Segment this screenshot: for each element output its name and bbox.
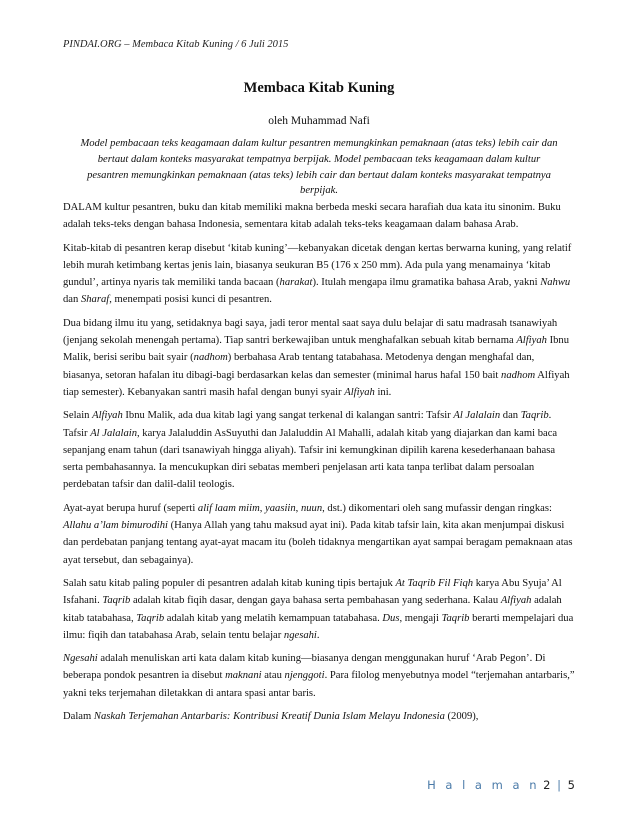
- text-run: Kitab-kitab di pesantren kerap disebut ‘kitab kuning’—kebanyakan dicetak dengan kertas berwarna kuning, yang relatif lebih murah ketimbang kertas jenis lain, biasanya seukuran B5 (176 x 250 mm). Ada pula yang menamainya ‘kitab gundul’, artinya nyaris tak memiliki tanda bacaan (: [63, 242, 572, 289]
- text-run: , mengaji: [399, 612, 442, 624]
- text-run: adalah menuliskan arti kata dalam kitab kuning—biasanya dengan menggunakan huruf ‘Arab Pegon’. Di beberapa pondok pesantren ia disebut: [63, 653, 546, 682]
- text-run: (2009),: [444, 711, 479, 723]
- italic-term: alif laam miim: [197, 502, 260, 514]
- running-header: PINDAI.ORG – Membaca Kitab Kuning / 6 Juli 2015: [63, 39, 289, 50]
- text-run: adalah kitab yang melatih kemampuan tatabahasa.: [164, 612, 383, 624]
- text-run: dan: [63, 294, 81, 306]
- italic-term: Alfiyah: [344, 386, 375, 398]
- italic-term: Ngesahi: [63, 653, 98, 665]
- text-run: ). Itulah mengapa ilmu gramatika bahasa Arab, yakni: [312, 277, 541, 289]
- text-run: . Para filolog menyebutnya model “terjemahan antarbaris,” yakni teks terjemahan diletakkan di antara spasi antar baris.: [63, 670, 575, 699]
- text-run: DALAM kultur pesantren, buku dan kitab memiliki makna berbeda meski secara harafiah dua kata itu sinonim. Buku adalah teks-teks dengan bahasa Indonesia, sementara kitab adalah teks-teks keagamaan dalam bahasa Arab.: [63, 202, 561, 231]
- text-run: Salah satu kitab paling populer di pesantren adalah kitab kuning tipis bertajuk: [63, 577, 396, 589]
- italic-term: maknani: [225, 670, 262, 682]
- author-byline: oleh Muhammad Nafi: [268, 115, 370, 127]
- text-run: Ibnu Malik, berisi seribu bait syair (: [63, 335, 570, 364]
- italic-term: Nahwu: [540, 277, 571, 289]
- page-footer: [427, 778, 575, 792]
- italic-term: Taqrib: [520, 410, 549, 422]
- italic-term: Allahu a’lam bimurodihi: [63, 520, 168, 532]
- article-body: [63, 199, 575, 731]
- body-paragraph: [63, 240, 575, 309]
- italic-term: At Taqrib Fil Fiqh: [395, 577, 474, 589]
- text-run: Alfiyah tiap semester). Kebanyakan santri masih hafal dengan bunyi syair: [63, 369, 570, 398]
- abstract: Model pembacaan teks keagamaan dalam kultur pesantren memungkinkan pemaknaan (atas teks) lebih cair dan bertaut dalam konteks masyarakat tempatnya berpijak. Model pembacaan teks keagamaan dalam kultur pesantren memungkinkan pemaknaan (atas teks) lebih cair dan bertaut dalam konteks masyarakat tempatnya berpijak.: [80, 138, 558, 197]
- text-run: ini.: [374, 386, 392, 398]
- text-run: , karya Jalaluddin AsSuyuthi dan Jalaluddin Al Mahalli, adalah kitab yang diajarkan dan kami baca sepanjang enam tahun (dari tsanawiyah hingga aliyah). Tafsir ini kemungkinan dipilih karena kesederhanaan bahasa serta pembahasannya. Ia mencukupkan diri sebatas memberi penjelasan arti kata tanpa terlibat dalam persoalan perdebatan tafsir dan dalil-dalil teologis.: [63, 427, 558, 491]
- text-run: dan: [500, 410, 521, 422]
- body-paragraph: [63, 407, 575, 493]
- body-paragraph: [63, 500, 575, 569]
- page-total: 5: [567, 778, 575, 792]
- italic-term: Al Jalalain: [453, 410, 501, 422]
- body-paragraph: [63, 708, 575, 725]
- text-run: (Hanya Allah yang tahu maksud ayat ini). Pada kitab tafsir lain, kita akan menjumpai diskusi dan perdebatan panjang tentang ayat-ayat macam itu (boleh tidaknya mengartikan ayat sampai beragam pemaknaan atas ayat tersebut, dan sebagainya).: [63, 520, 573, 566]
- italic-term: njenggoti: [284, 670, 325, 682]
- text-run: atau: [261, 670, 285, 682]
- body-paragraph: [63, 199, 575, 234]
- text-run: ,: [295, 502, 301, 514]
- page-number: 2: [543, 778, 551, 792]
- text-run: , menempati posisi kunci di pesantren.: [109, 294, 272, 306]
- text-run: Dalam: [63, 711, 94, 723]
- text-run: berarti mempelajari dua ilmu: fiqih dan tatabahasa Arab, selain tentu belajar: [63, 612, 574, 641]
- italic-term: Taqrib: [102, 595, 131, 607]
- text-run: Dua bidang ilmu itu yang, setidaknya bagi saya, jadi teror mental saat saya dulu belajar di satu madrasah tsanawiyah (jenjang sekolah menengah pertama). Tiap santri berkewajiban untuk menghafalkan sebuah kitab bernama: [63, 317, 558, 347]
- text-run: , dst.) dikomentari oleh sang mufassir dengan ringkas:: [322, 502, 552, 514]
- italic-term: Alfiyah: [516, 335, 547, 347]
- body-paragraph: [63, 575, 575, 644]
- body-paragraph: [63, 650, 575, 702]
- italic-term: Alfiyah: [92, 410, 123, 422]
- italic-term: nadhom: [501, 369, 536, 381]
- italic-term: nadhom: [193, 352, 228, 364]
- text-run: .: [316, 629, 320, 641]
- italic-term: nuun: [300, 502, 323, 514]
- italic-term: Al Jalalain: [90, 427, 137, 439]
- text-run: adalah kitab fiqih dasar, dengan gaya bahasa serta pembahasan yang sederhana. Kalau: [130, 595, 501, 607]
- italic-term: harakat: [279, 277, 313, 289]
- text-run: Ayat-ayat berupa huruf (seperti: [63, 502, 198, 514]
- text-run: karya Abu Syuja’ Al Isfahani.: [63, 577, 562, 607]
- italic-term: Taqrib: [441, 612, 470, 624]
- italic-term: Dus: [382, 612, 400, 624]
- text-run: Selain: [63, 410, 93, 422]
- italic-term: ngesahi: [283, 629, 317, 641]
- page-separator: |: [557, 778, 562, 792]
- italic-term: Alfiyah: [500, 595, 532, 607]
- text-run: ) berbahasa Arab tentang tatabahasa. Metodenya dengan menghafal dan, biasanya, setoran hafalan itu dibagi-bagi berdasarkan kelas dan semester (minimal harus hafal 150 bait: [63, 352, 535, 381]
- body-paragraph: [63, 315, 575, 401]
- page-label: H a l a m a n: [427, 778, 540, 792]
- text-run: . Tafsir: [63, 410, 552, 439]
- text-run: adalah kitab tatabahasa,: [63, 595, 562, 624]
- italic-term: Sharaf: [80, 294, 110, 306]
- italic-term: yaasiin: [265, 502, 296, 514]
- text-run: Ibnu Malik, ada dua kitab lagi yang sangat terkenal di kalangan santri: Tafsir: [122, 410, 454, 422]
- italic-term: Taqrib: [136, 612, 165, 624]
- article-title: Membaca Kitab Kuning: [243, 80, 395, 96]
- text-run: ,: [259, 502, 266, 514]
- italic-term: Naskah Terjemahan Antarbaris: Kontribusi Kreatif Dunia Islam Melayu Indonesia: [93, 711, 445, 723]
